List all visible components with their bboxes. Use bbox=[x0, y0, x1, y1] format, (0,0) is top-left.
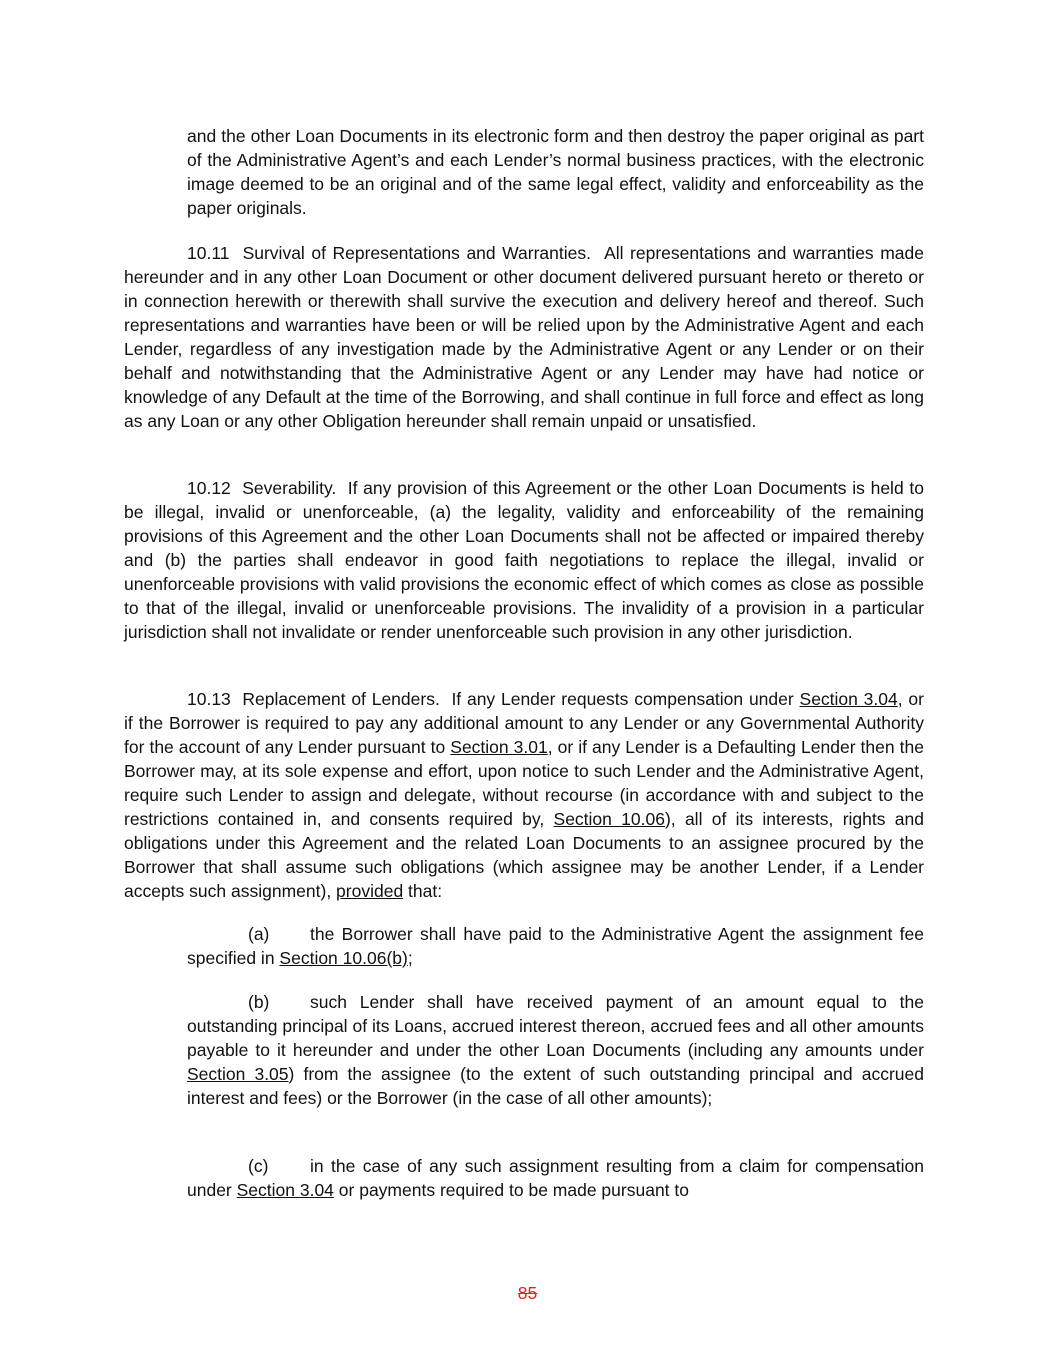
paragraph-text: and the other Loan Documents in its electronic form and then destroy the paper original as part of the Administrative Agent’s and each Lender’s normal business practices, with the electronic image deemed to be an original and of the same legal effect, validity and enforceability as the paper originals. bbox=[187, 126, 924, 218]
section-body-text: , or if the Borrower is required to pay any additional amount to any Lender or any Governmental Authority for the account of any Lender pursuant to bbox=[124, 689, 924, 757]
clause-text: the Borrower shall have paid to the Administrative Agent the assignment fee specified in bbox=[187, 924, 924, 968]
clause-text: such Lender shall have received payment of an amount equal to the outstanding principal of its Loans, accrued interest thereon, accrued fees and all other amounts payable to it hereunder and under the other Loan Documents (including any amounts under bbox=[187, 992, 924, 1060]
paragraph-continuation bbox=[187, 124, 924, 220]
section-body-text: that: bbox=[403, 881, 443, 901]
section-reference-link[interactable]: Section 10.06 bbox=[553, 809, 665, 829]
section-body: If any provision of this Agreement or the other Loan Documents is held to be illegal, invalid or unenforceable, (a) the legality, validity and enforceability of the remaining provisions of this Agreement and the other Loan Documents shall not be affected or impaired thereby and (b) the parties shall endeavor in good faith negotiations to replace the illegal, invalid or unenforceable provisions with valid provisions the economic effect of which comes as close as possible to that of the illegal, invalid or unenforceable provisions. The invalidity of a provision in a particular jurisdiction shall not invalidate or render unenforceable such provision in any other jurisdiction. bbox=[124, 478, 924, 642]
clause-label: (a) bbox=[248, 924, 270, 944]
section-body-text: If any Lender requests compensation under bbox=[451, 689, 800, 709]
section-reference-link[interactable]: Section 3.04 bbox=[799, 689, 898, 709]
clause-text: or payments required to be made pursuant to bbox=[333, 1180, 689, 1200]
clause-b bbox=[187, 990, 924, 1110]
section-body-text: , or if any Lender is a Defaulting Lender then the Borrower may, at its sole expense and effort, upon notice to such Lender and the Administrative Agent, require such Lender to assign and delegate, without recourse (in accordance with and subject to the restrictions contained in, and consents required by, bbox=[124, 737, 924, 829]
clause-label: (b) bbox=[248, 992, 270, 1012]
section-title: Survival of Representations and Warranties. bbox=[242, 243, 591, 263]
section-body: All representations and warranties made hereunder and in any other Loan Document or other document delivered pursuant hereto or thereto or in connection herewith or therewith shall survive the execution and delivery hereof and thereof. Such representations and warranties have been or will be relied upon by the Administrative Agent and each Lender, regardless of any investigation made by the Administrative Agent or any Lender or on their behalf and notwithstanding that the Administrative Agent or any Lender may have had notice or knowledge of any Default at the time of the Borrowing, and shall continue in full force and effect as long as any Loan or any other Obligation hereunder shall remain unpaid or unsatisfied. bbox=[124, 243, 924, 431]
section-10-11 bbox=[124, 241, 924, 433]
section-number: 10.12 bbox=[187, 478, 231, 498]
section-title: Replacement of Lenders. bbox=[242, 689, 440, 709]
section-reference-link[interactable]: Section 3.04 bbox=[236, 1180, 334, 1200]
page-number: 85 bbox=[517, 1283, 538, 1303]
clause-a bbox=[187, 922, 924, 970]
section-reference-link[interactable]: Section 10.06(b) bbox=[279, 948, 408, 968]
section-body-text: ), all of its interests, rights and obligations under this Agreement and the related Loan Documents to an assignee procured by the Borrower that shall assume such obligations (which assignee may be another Lender, if a Lender accepts such assignment), bbox=[124, 809, 924, 901]
section-number: 10.13 bbox=[187, 689, 231, 709]
clause-text: ; bbox=[407, 948, 413, 968]
section-reference-link[interactable]: Section 3.05 bbox=[187, 1064, 289, 1084]
section-reference-link[interactable]: Section 3.01 bbox=[450, 737, 548, 757]
clause-text: ) from the assignee (to the extent of such outstanding principal and accrued interest and fees) or the Borrower (in the case of all other amounts); bbox=[187, 1064, 924, 1108]
clause-label: (c) bbox=[248, 1156, 269, 1176]
clause-text: in the case of any such assignment resulting from a claim for compensation under bbox=[187, 1156, 924, 1200]
clause-c bbox=[187, 1154, 924, 1202]
section-10-12 bbox=[124, 476, 924, 644]
section-title: Severability. bbox=[242, 478, 337, 498]
provided-term: provided bbox=[336, 881, 404, 901]
section-number: 10.11 bbox=[187, 243, 230, 263]
section-10-13 bbox=[124, 687, 924, 903]
